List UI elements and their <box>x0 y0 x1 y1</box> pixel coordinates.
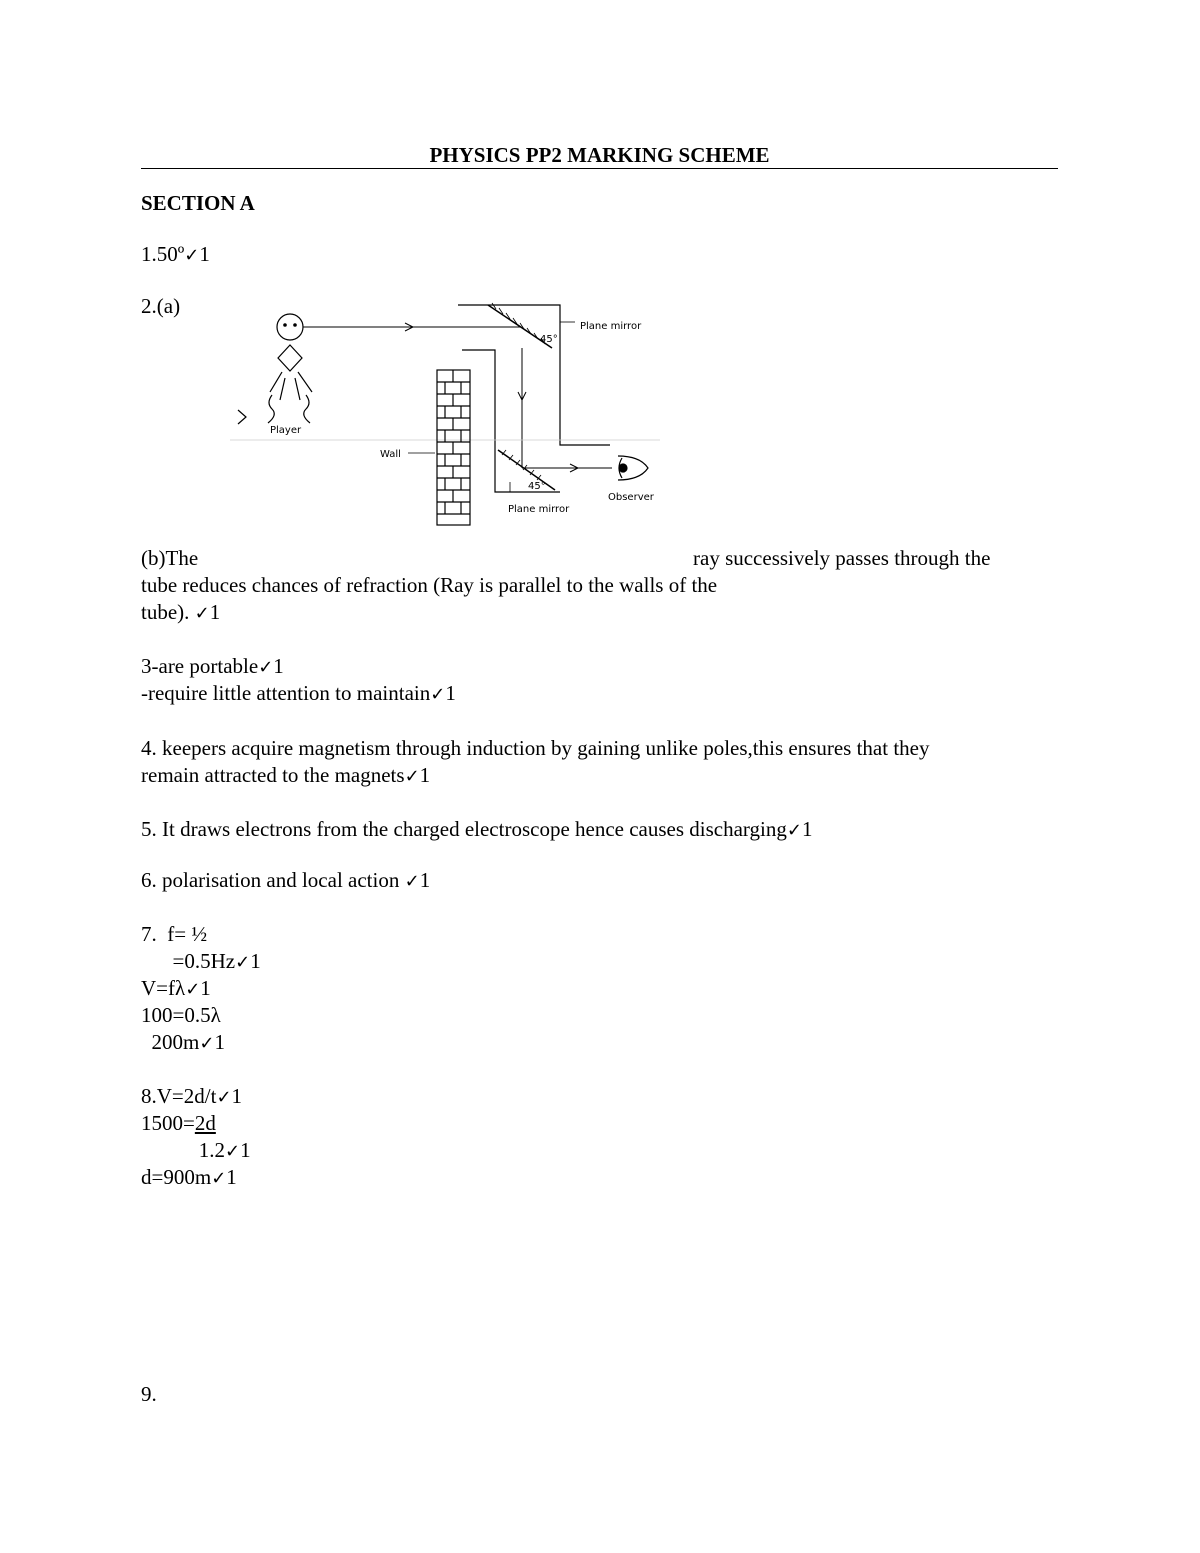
periscope-tube-inner <box>462 350 495 445</box>
answer-7-line4: 100=0.5λ <box>141 1003 221 1027</box>
answer-2b-start: (b)The <box>141 546 199 570</box>
tick-icon: ✓ <box>404 871 420 892</box>
answer-2b-line2: tube reduces chances of refraction (Ray is parallel to the walls of the <box>141 573 718 597</box>
mark-value: 1 <box>419 868 431 892</box>
answer-8-line2-text: 1500= <box>141 1111 195 1135</box>
answer-5 <box>141 819 812 840</box>
label-plane-mirror-top: Plane mirror <box>580 321 642 332</box>
answer-2b-end: ray successively passes through the <box>693 546 991 570</box>
answer-8-line1 <box>141 1086 242 1107</box>
label-plane-mirror-bottom: Plane mirror <box>508 504 570 515</box>
tick-icon: ✓ <box>258 657 274 678</box>
answer-4-line2 <box>141 765 430 786</box>
mark-value: 1 <box>801 817 813 841</box>
answer-7-line3-text: V=fλ <box>141 976 186 1000</box>
tick-icon: ✓ <box>211 1168 227 1189</box>
answer-3-line1-text: 3-are portable <box>141 654 259 678</box>
answer-6 <box>141 870 430 891</box>
player-figure <box>238 314 312 424</box>
mark-value: 1 <box>419 763 431 787</box>
answer-7-line5-text: 200m <box>141 1030 200 1054</box>
section-heading: SECTION A <box>141 191 255 215</box>
mark-value: 1 <box>445 681 456 705</box>
title-rule <box>141 168 1058 169</box>
answer-7-line2 <box>141 951 261 972</box>
mark-value: 1 <box>250 949 261 973</box>
mark-value: 1 <box>200 976 211 1000</box>
label-angle-bottom: 45° <box>528 481 546 492</box>
answer-7-line1: 7. f= ½ <box>141 922 208 946</box>
document-title: PHYSICS PP2 MARKING SCHEME <box>429 143 770 167</box>
label-angle-top: 45° <box>540 334 558 345</box>
mark-value: 1 <box>199 242 210 266</box>
answer-3-line2 <box>141 683 456 704</box>
answer-2a: 2.(a) <box>141 294 181 318</box>
label-observer: Observer <box>608 492 654 503</box>
answer-8-line3 <box>141 1140 251 1161</box>
tick-icon: ✓ <box>216 1087 232 1108</box>
tick-icon: ✓ <box>404 766 420 787</box>
periscope-diagram <box>230 300 670 530</box>
answer-3-line2-text: -require little attention to maintain <box>141 681 431 705</box>
answer-8-line2 <box>141 1113 216 1134</box>
tick-icon: ✓ <box>225 1141 241 1162</box>
tick-icon: ✓ <box>199 1033 215 1054</box>
top-mirror-hatching <box>492 303 545 344</box>
answer-4-line1: 4. keepers acquire magnetism through induction by gaining unlike poles,this ensures that they <box>141 736 930 760</box>
mark-value: 1 <box>226 1165 237 1189</box>
answer-8-line3-text: 1.2 <box>141 1138 225 1162</box>
label-player: Player <box>270 425 302 436</box>
tick-icon: ✓ <box>194 603 210 624</box>
tick-icon: ✓ <box>185 979 201 1000</box>
answer-2b-line3-text: tube). <box>141 600 190 624</box>
brick-wall <box>437 370 470 525</box>
mark-value: 1 <box>273 654 284 678</box>
answer-3-line1 <box>141 656 284 677</box>
mark-value: 1 <box>240 1138 251 1162</box>
periscope-tube-outer-right <box>560 380 610 445</box>
answer-4-line2-text: remain attracted to the magnets <box>141 763 405 787</box>
answer-8-line1-text: 8.V=2d/t <box>141 1084 217 1108</box>
label-wall: Wall <box>380 449 401 460</box>
answer-6-text: 6. polarisation and local action <box>141 868 400 892</box>
answer-2b-line3 <box>141 602 220 623</box>
answer-8-line4 <box>141 1167 237 1188</box>
eye-icon <box>618 456 648 480</box>
mark-value: 1 <box>231 1084 243 1108</box>
tick-icon: ✓ <box>430 684 446 705</box>
tick-icon: ✓ <box>786 820 802 841</box>
tick-icon: ✓ <box>184 245 200 266</box>
answer-8-line4-text: d=900m <box>141 1165 212 1189</box>
bottom-plane-mirror <box>498 450 555 490</box>
answer-7-line2-text: =0.5Hz <box>141 949 236 973</box>
answer-9: 9. <box>141 1382 157 1406</box>
fraction-numerator: 2d <box>194 1111 216 1135</box>
answer-1-text: 1.50º <box>141 242 185 266</box>
answer-7-line5 <box>141 1032 225 1053</box>
answer-1 <box>141 244 210 265</box>
answer-5-text: 5. It draws electrons from the charged electroscope hence causes discharging <box>141 817 787 841</box>
tick-icon: ✓ <box>235 952 251 973</box>
mark-value: 1 <box>214 1030 225 1054</box>
mark-value: 1 <box>209 600 221 624</box>
answer-7-line3 <box>141 978 211 999</box>
